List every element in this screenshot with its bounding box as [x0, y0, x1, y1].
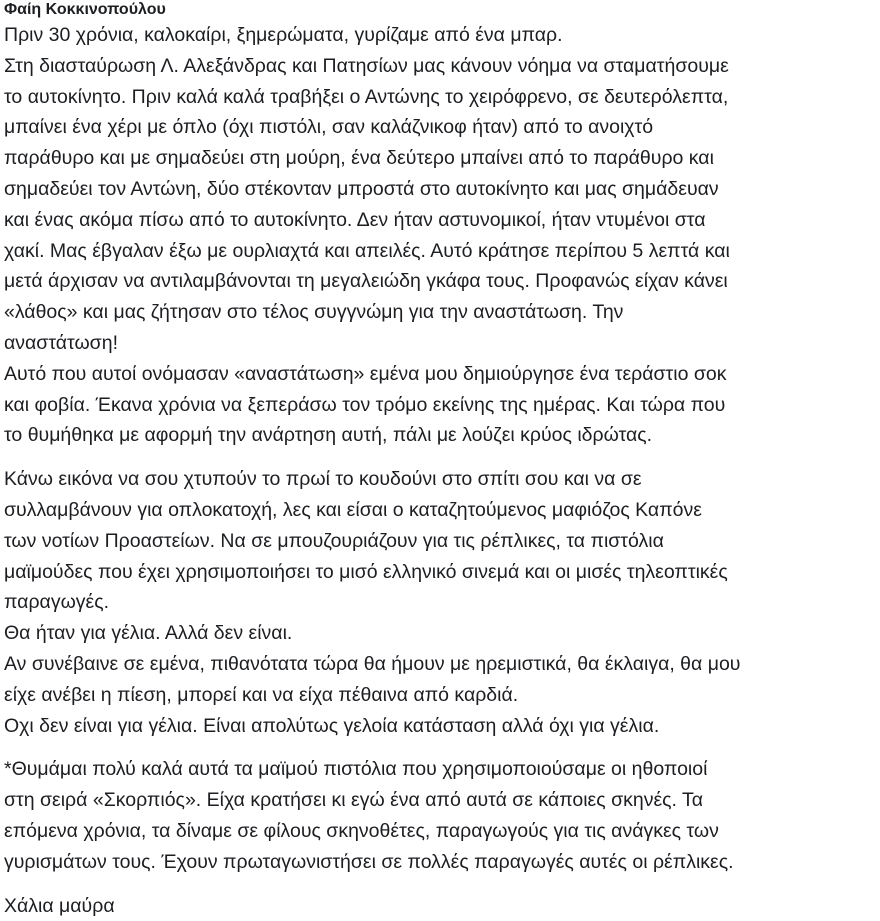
- text-line: μπαίνει ένα χέρι με όπλο (όχι πιστόλι, σαν καλάζνικοφ ήταν) από το ανοιχτό: [4, 116, 654, 139]
- text-line: είχε ανέβει η πίεση, μπορεί και να είχα πέθαινα από καρδιά.: [4, 683, 519, 706]
- text-line: σημαδεύει τον Αντώνη, δύο στέκονταν μπροστά στο αυτοκίνητο και μας σημάδευαν: [4, 177, 719, 200]
- text-line: και φοβία. Έκανα χρόνια να ξεπεράσω τον τρόμο εκείνης της ημέρας. Και τώρα που: [4, 393, 726, 416]
- text-line: επόμενα χρόνια, τα δίναμε σε φίλους σκηνοθέτες, παραγωγούς για τις ανάγκες των: [4, 819, 719, 842]
- text-line: Κάνω εικόνα να σου χτυπούν το πρωί το κουδούνι στο σπίτι σου και να σε: [4, 468, 642, 491]
- text-line: «λάθος» και μας ζήτησαν στο τέλος συγγνώμη για την αναστάτωση. Την: [4, 301, 624, 324]
- post-paragraph: [4, 754, 876, 877]
- post-paragraph: [4, 891, 876, 921]
- text-line: Θα ήταν για γέλια. Αλλά δεν είναι.: [4, 622, 293, 645]
- text-line: συλλαμβάνουν για οπλοκατοχή, λες και είσαι ο καταζητούμενος μαφιόζος Καπόνε: [4, 498, 702, 521]
- paragraph-gap: [4, 451, 876, 464]
- text-line: Χάλια μαύρα: [4, 894, 115, 917]
- post-paragraph: [4, 464, 876, 741]
- text-line: το αυτοκίνητο. Πριν καλά καλά τραβήξει ο Αντώνης το χειρόφρενο, σε δευτερόλεπτα,: [4, 85, 729, 108]
- text-line: Στη διασταύρωση Λ. Αλεξάνδρας και Πατησίων μας κάνουν νόημα να σταματήσουμε: [4, 54, 729, 77]
- text-line: και ένας ακόμα πίσω από το αυτοκίνητο. Δεν ήταν αστυνομικοί, ήταν ντυμένοι στα: [4, 208, 706, 231]
- text-line: παραγωγές.: [4, 591, 110, 614]
- text-line: Αυτό που αυτοί ονόμασαν «αναστάτωση» εμένα μου δημιούργησε ένα τεράστιο σοκ: [4, 362, 727, 385]
- text-line: μετά άρχισαν να αντιλαμβάνονται τη μεγαλειώδη γκάφα τους. Προφανώς είχαν κάνει: [4, 270, 728, 293]
- text-line: Αν συνέβαινε σε εμένα, πιθανότατα τώρα θα ήμουν με ηρεμιστικά, θα έκλαιγα, θα μου: [4, 652, 741, 675]
- text-line: Οχι δεν είναι για γέλια. Είναι απολύτως γελοία κατάσταση αλλά όχι για γέλια.: [4, 714, 660, 737]
- post-container: [4, 0, 876, 921]
- text-line: παράθυρο και με σημαδεύει στη μούρη, ένα δεύτερο μπαίνει από το παράθυρο και: [4, 147, 714, 170]
- post-paragraph: [4, 20, 876, 451]
- text-line: Πριν 30 χρόνια, καλοκαίρι, ξημερώματα, γυρίζαμε από ένα μπαρ.: [4, 24, 563, 46]
- paragraph-gap: [4, 878, 876, 891]
- text-line: χακί. Μας έβγαλαν έξω με ουρλιαχτά και απειλές. Αυτό κράτησε περίπου 5 λεπτά και: [4, 239, 730, 262]
- text-line: των νοτίων Προαστείων. Να σε μπουζουριάζουν για τις ρέπλικες, τα πιστόλια: [4, 529, 664, 552]
- paragraph-gap: [4, 741, 876, 754]
- text-line: *Θυμάμαι πολύ καλά αυτά τα μαϊμού πιστόλια που χρησιμοποιούσαμε οι ηθοποιοί: [4, 758, 708, 781]
- text-line: το θυμήθηκα με αφορμή την ανάρτηση αυτή, πάλι με λούζει κρύος ιδρώτας.: [4, 424, 653, 447]
- text-line: γυρισμάτων τους. Έχουν πρωταγωνιστήσει σε πολλές παραγωγές αυτές οι ρέπλικες.: [4, 850, 734, 873]
- text-line: μαϊμούδες που έχει χρησιμοποιήσει το μισό ελληνικό σινεμά και οι μισές τηλεοπτικές: [4, 560, 728, 583]
- text-line: στη σειρά «Σκορπιός». Είχα κρατήσει κι εγώ ένα από αυτά σε κάποιες σκηνές. Τα: [4, 789, 704, 812]
- text-line: αναστάτωση!: [4, 331, 118, 354]
- author-name[interactable]: Φαίη Κοκκινοπούλου: [4, 1, 166, 18]
